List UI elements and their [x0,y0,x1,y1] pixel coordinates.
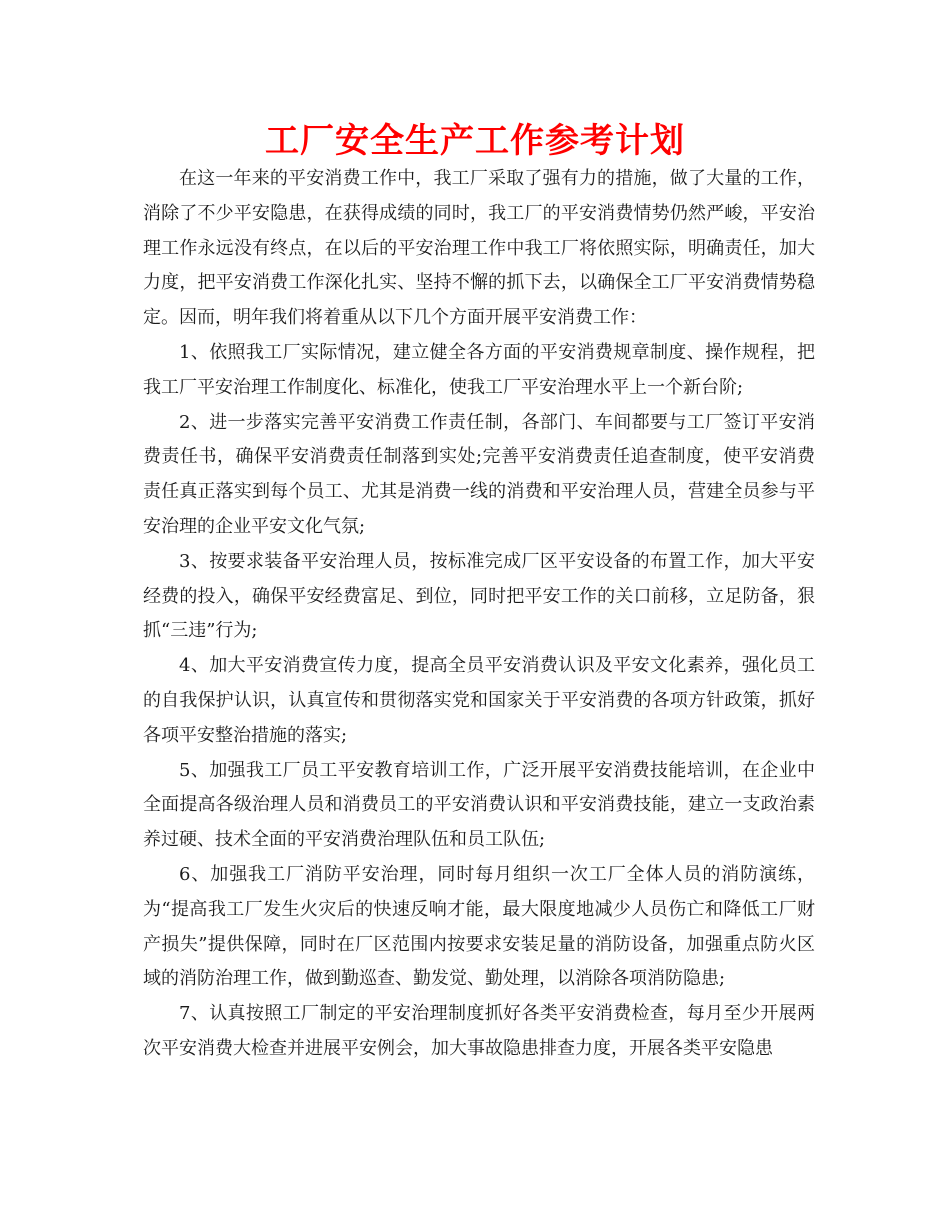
item-paragraph-7: 7、认真按照工厂制定的平安治理制度抓好各类平安消费检查，每月至少开展两次平安消费大检查并进展平安例会，加大事故隐患排查力度，开展各类平安隐患 [143,1003,815,1059]
item-paragraph-6: 6、加强我工厂消防平安治理，同时每月组织一次工厂全体人员的消防演练，为“提高我工厂发生火灾后的快速反响才能，最大限度地减少人员伤亡和降低工厂财产损失”提供保障，同时在厂区范围内按要求安装足量的消防设备，加强重点防火区域的消防治理工作，做到勤巡查、勤发觉、勤处理，以消除各项消防隐患; [143,863,815,990]
item-paragraph-5: 5、加强我工厂员工平安教育培训工作，广泛开展平安消费技能培训，在企业中全面提高各级治理人员和消费员工的平安消费认识和平安消费技能，建立一支政治素养过硬、技术全面的平安消费治理队伍和员工队伍; [143,759,815,851]
item-paragraph-1: 1、依照我工厂实际情况，建立健全各方面的平安消费规章制度、操作规程，把我工厂平安治理工作制度化、标准化，使我工厂平安治理水平上一个新台阶; [143,341,815,398]
item-paragraph-4: 4、加大平安消费宣传力度，提高全员平安消费认识及平安文化素养，强化员工的自我保护认识，认真宣传和贯彻落实党和国家关于平安消费的各项方针政策，抓好各项平安整治措施的落实; [143,655,815,746]
intro-paragraph: 在这一年来的平安消费工作中，我工厂采取了强有力的措施，做了大量的工作，消除了不少平安隐患，在获得成绩的同时，我工厂的平安消费情势仍然严峻，平安治理工作永远没有终点，在以后的平安治理工作中我工厂将依照实际，明确责任，加大力度，把平安消费工作深化扎实、坚持不懈的抓下去，以确保全工厂平安消费情势稳定。因而，明年我们将着重从以下几个方面开展平安消费工作： [143,168,815,329]
item-paragraph-2: 2、进一步落实完善平安消费工作责任制，各部门、车间都要与工厂签订平安消费责任书，确保平安消费责任制落到实处;完善平安消费责任追查制度，使平安消费责任真正落实到每个员工、尤其是消费一线的消费和平安治理人员，营建全员参与平安治理的企业平安文化气氛; [143,411,815,537]
item-paragraph-3: 3、按要求装备平安治理人员，按标准完成厂区平安设备的布置工作，加大平安经费的投入，确保平安经费富足、到位，同时把平安工作的关口前移，立足防备，狠抓“三违”行为; [143,550,815,642]
document-title: 工厂安全生产工作参考计划 [265,121,685,161]
document-body [143,162,815,1067]
